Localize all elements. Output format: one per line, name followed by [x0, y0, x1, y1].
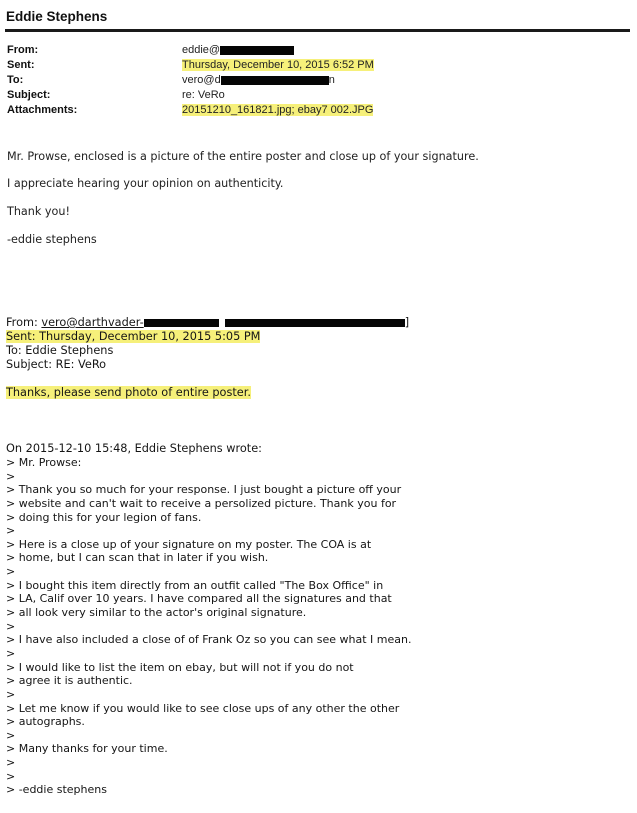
quote-line: > Thank you so much for your response. I just bought a picture off your — [6, 483, 402, 497]
quote-line: > Mr. Prowse: — [6, 456, 82, 469]
quote-line: > — [6, 469, 16, 483]
quote-line: > — [6, 687, 16, 701]
quote-line: > I bought this item directly from an outfit called "The Box Office" in — [6, 578, 384, 592]
sent-value — [182, 59, 374, 71]
from-label: From: — [7, 44, 39, 56]
quote-line: > agree it is authentic. — [6, 674, 133, 688]
forwarded-from-label: From: — [6, 316, 38, 329]
quote-line: > — [6, 524, 16, 538]
quote-line: > home, but I can scan that in later if you wish. — [6, 551, 269, 565]
quote-line: > -eddie stephens — [6, 783, 107, 797]
forwarded-from-tail: ] — [404, 316, 410, 329]
quote-line: > I would like to list the item on ebay, but will not if you do not — [6, 660, 354, 674]
quote-line: > Here is a close up of your signature on my poster. The COA is at — [6, 537, 372, 551]
to-label: To: — [7, 74, 24, 86]
quote-line: > — [6, 728, 16, 742]
quote-line: > — [6, 619, 16, 633]
to-value — [182, 74, 335, 86]
forwarded-body — [6, 386, 251, 400]
forwarded-sent — [6, 330, 260, 344]
message-paragraph: I appreciate hearing your opinion on authenticity. — [7, 177, 284, 190]
forwarded-body-text: Thanks, please send photo of entire poster. — [6, 386, 251, 399]
redaction-bar — [144, 319, 219, 327]
message-signature: -eddie stephens — [7, 233, 97, 246]
message-paragraph: Thank you! — [7, 205, 70, 218]
quote-line: > — [6, 565, 16, 579]
forwarded-subject: Subject: RE: VeRo — [6, 358, 107, 371]
sent-label: Sent: — [7, 59, 35, 71]
quote-line: > Many thanks for your time. — [6, 742, 168, 756]
attachments-label: Attachments: — [7, 104, 78, 116]
header-rule — [5, 29, 630, 32]
sender-name: Eddie Stephens — [6, 9, 108, 24]
quote-line: > autographs. — [6, 715, 85, 729]
from-address: eddie@ — [182, 44, 221, 56]
quote-line: > doing this for your legion of fans. — [6, 510, 202, 524]
forwarded-from — [6, 316, 409, 330]
redaction-bar — [220, 46, 294, 55]
quote-line: > — [6, 646, 16, 660]
forwarded-from-address[interactable]: vero@darthvader- — [41, 316, 144, 329]
subject-value: re: VeRo — [182, 89, 225, 101]
redaction-bar — [225, 319, 405, 327]
quote-line: > — [6, 769, 16, 783]
quote-intro: On 2015-12-10 15:48, Eddie Stephens wrote: — [6, 442, 262, 455]
quote-line: > Let me know if you would like to see close ups of any other the other — [6, 701, 400, 715]
quoted-message — [6, 456, 412, 797]
forwarded-to: To: Eddie Stephens — [6, 344, 114, 357]
to-address: vero@ — [182, 74, 215, 86]
quote-line: > all look very similar to the actor's original signature. — [6, 606, 307, 620]
quote-line: > website and can't wait to receive a persolized picture. Thank you for — [6, 496, 397, 510]
redaction-bar — [221, 76, 329, 85]
message-paragraph: Mr. Prowse, enclosed is a picture of the entire poster and close up of your signature. — [7, 150, 479, 163]
quote-line: > LA, Calif over 10 years. I have compared all the signatures and that — [6, 592, 392, 606]
from-value — [182, 44, 294, 56]
forwarded-sent-text: Sent: Thursday, December 10, 2015 5:05 PM — [6, 330, 261, 343]
sent-date: Thursday, December 10, 2015 6:52 PM — [182, 59, 374, 71]
subject-label: Subject: — [7, 89, 51, 101]
to-address-mid: d — [214, 74, 221, 86]
attachment-list: 20151210_161821.jpg; ebay7 002.JPG — [182, 104, 374, 116]
quote-line: > — [6, 756, 16, 770]
quote-line: > I have also included a close of of Frank Oz so you can see what I mean. — [6, 633, 412, 647]
attachments-value — [182, 104, 373, 116]
to-address-tail: n — [328, 74, 335, 86]
